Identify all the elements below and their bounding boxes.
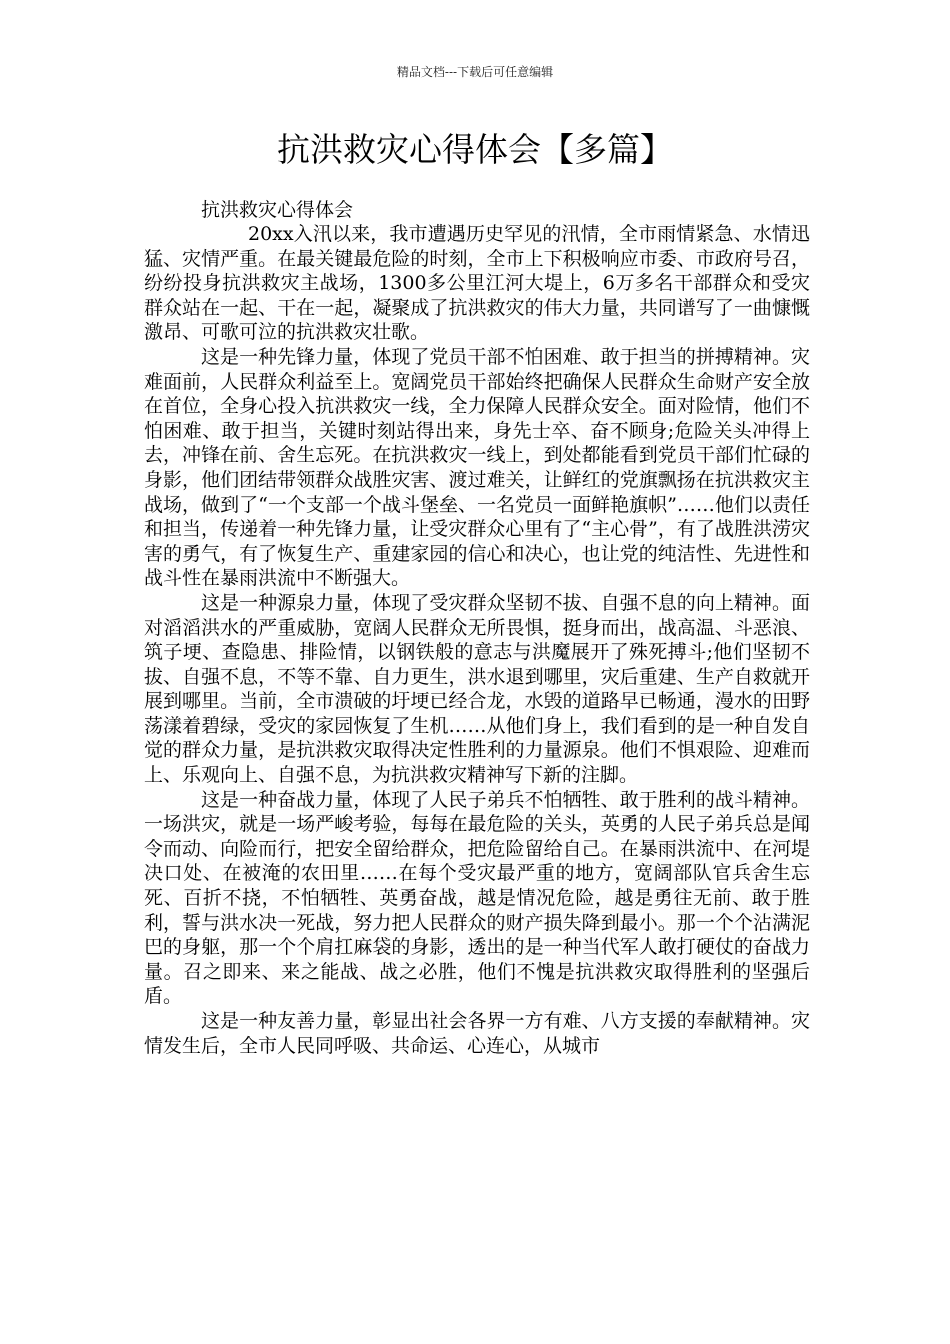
document-body (144, 198, 810, 1058)
header-note: 精品文档---下载后可任意编辑 (396, 65, 554, 79)
paragraph-intro: 20xx入汛以来，我市遭遇历史罕见的汛情，全市雨情紧急、水情迅猛、灾情严重。在最关键最危险的时刻，全市上下积极响应市委、市政府号召，纷纷投身抗洪救灾主战场，1300多公里江河大堤上，6万多名干部群众和受灾群众站在一起、干在一起，凝聚成了抗洪救灾的伟大力量，共同谱写了一曲慷慨激昂、可歌可泣的抗洪救灾壮歌。 (144, 223, 810, 344)
document-title: 抗洪救灾心得体会【多篇】 (277, 130, 673, 169)
paragraph-kindness-force: 这是一种友善力量，彰显出社会各界一方有难、八方支援的奉献精神。灾情发生后，全市人民同呼吸、共命运、心连心，从城市 (144, 1010, 810, 1057)
paragraph-vanguard-force: 这是一种先锋力量，体现了党员干部不怕困难、敢于担当的拼搏精神。灾难面前，人民群众利益至上。宽阔党员干部始终把确保人民群众生命财产安全放在首位，全身心投入抗洪救灾一线，全力保障人民群众安全。面对险情，他们不怕困难、敢于担当，关键时刻站得出来，身先士卒、奋不顾身;危险关头冲得上去，冲锋在前、舍生忘死。在抗洪救灾一线上，到处都能看到党员干部们忙碌的身影，他们团结带领群众战胜灾害、渡过难关，让鲜红的党旗飘扬在抗洪救灾主战场，做到了“一个支部一个战斗堡垒、一名党员一面鲜艳旗帜”……他们以责任和担当，传递着一种先锋力量，让受灾群众心里有了“主心骨”，有了战胜洪涝灾害的勇气，有了恢复生产、重建家园的信心和决心，也让党的纯洁性、先进性和战斗性在暴雨洪流中不断强大。 (144, 345, 810, 590)
paragraph-source-force: 这是一种源泉力量，体现了受灾群众坚韧不拔、自强不息的向上精神。面对滔滔洪水的严重威胁，宽阔人民群众无所畏惧，挺身而出，战高温、斗恶浪、筑子埂、查隐患、排险情，以钢铁般的意志与洪魔展开了殊死搏斗;他们坚韧不拔、自强不息，不等不靠、自力更生，洪水退到哪里，灾后重建、生产自救就开展到哪里。当前，全市溃破的圩埂已经合龙，水毁的道路早已畅通，漫水的田野荡漾着碧绿，受灾的家园恢复了生机……从他们身上，我们看到的是一种自发自觉的群众力量，是抗洪救灾取得决定性胜利的力量源泉。他们不惧艰险、迎难而上、乐观向上、自强不息，为抗洪救灾精神写下新的注脚。 (144, 591, 810, 787)
section-subtitle: 抗洪救灾心得体会 (201, 199, 354, 221)
paragraph-combat-force: 这是一种奋战力量，体现了人民子弟兵不怕牺牲、敢于胜利的战斗精神。一场洪灾，就是一场严峻考验，每每在最危险的关头，英勇的人民子弟兵总是闻令而动、向险而行，把安全留给群众，把危险留给自己。在暴雨洪流中、在河堤决口处、在被淹的农田里……在每个受灾最严重的地方，宽阔部队官兵舍生忘死、百折不挠，不怕牺牲、英勇奋战，越是情况危险，越是勇往无前、敢于胜利，誓与洪水决一死战，努力把人民群众的财产损失降到最小。那一个个沾满泥巴的身躯，那一个个肩扛麻袋的身影，透出的是一种当代军人敢打硬仗的奋战力量。召之即来、来之能战、战之必胜，他们不愧是抗洪救灾取得胜利的坚强后盾。 (144, 788, 810, 1008)
